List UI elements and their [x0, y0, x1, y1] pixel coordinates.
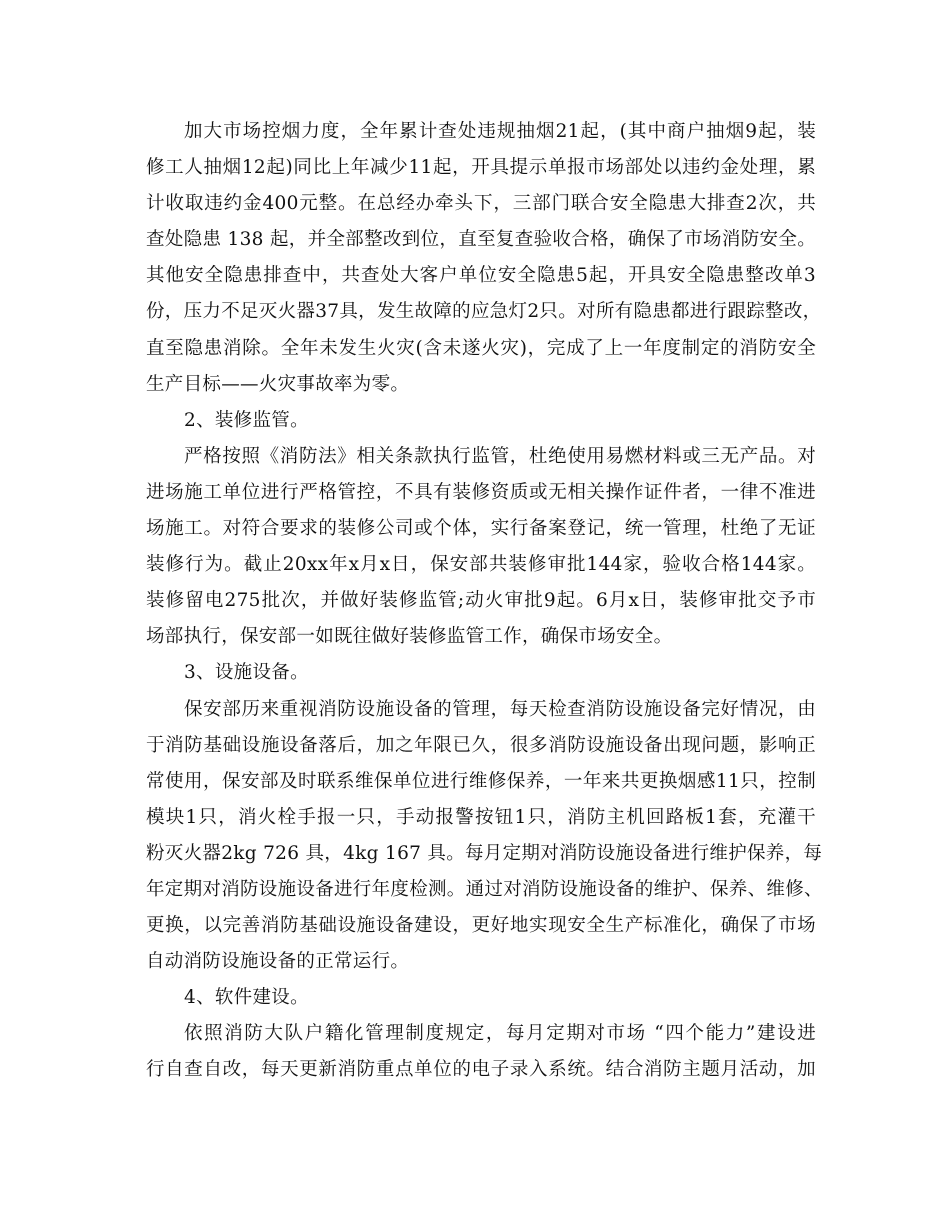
- document-body: [146, 114, 823, 1089]
- text-line: 加大市场控烟力度，全年累计查处违规抽烟21起，(其中商户抽烟9起，装: [184, 121, 816, 142]
- text-line: 严格按照《消防法》相关条款执行监管，杜绝使用易燃材料或三无产品。对: [184, 445, 816, 467]
- text-line: 进场施工单位进行严格管控，不具有装修资质或无相关操作证件者，一律不准进: [146, 481, 816, 503]
- text-line: 生产目标——火灾事故率为零。: [146, 373, 410, 395]
- text-line: 场部执行，保安部一如既往做好装修监管工作，确保市场安全。: [146, 626, 673, 648]
- text-line: 更换，以完善消防基础设施设备建设，更好地实现安全生产标准化，确保了市场: [146, 915, 816, 937]
- text-line: 场施工。对符合要求的装修公司或个体，实行备案登记，统一管理，杜绝了无证: [146, 518, 816, 540]
- text-line: 自动消防设施设备的正常运行。: [146, 951, 410, 973]
- section-heading: 2、装修监管。: [184, 409, 309, 431]
- text-line: 装修留电275批次，并做好装修监管;动火审批9起。6月x日，装修审批交予市: [146, 590, 816, 612]
- text-line: 装修行为。截止20xx年x月x日，保安部共装修审批144家，验收合格144家。: [146, 554, 816, 576]
- text-line: 行自查自改，每天更新消防重点单位的电子录入系统。结合消防主题月活动，加: [146, 1059, 816, 1081]
- text-line: 计收取违约金400元整。在总经办牵头下，三部门联合安全隐患大排查2次，共: [146, 193, 816, 215]
- text-line: 其他安全隐患排查中，共查处大客户单位安全隐患5起，开具安全隐患整改单3: [146, 265, 816, 287]
- text-line: 模块1只，消火栓手报一只，手动报警按钮1只，消防主机回路板1套，充灌干: [146, 806, 816, 828]
- text-line: 依照消防大队户籍化管理制度规定，每月定期对市场 “四个能力”建设进: [184, 1023, 816, 1045]
- text-line: 直至隐患消除。全年未发生火灾(含未遂火灾)，完成了上一年度制定的消防安全: [146, 337, 816, 359]
- text-line: 粉灭火器2kg 726 具，4kg 167 具。每月定期对消防设施设备进行维护保养，每: [146, 842, 823, 864]
- text-line: 常使用，保安部及时联系维保单位进行维修保养，一年来共更换烟感11只，控制: [146, 770, 816, 792]
- text-line: 于消防基础设施设备落后，加之年限已久，很多消防设施设备出现问题，影响正: [146, 734, 816, 756]
- section-heading: 4、软件建设。: [184, 987, 309, 1009]
- text-line: 查处隐患 138 起，并全部整改到位，直至复查验收合格，确保了市场消防安全。: [146, 229, 816, 251]
- section-heading: 3、设施设备。: [184, 662, 309, 684]
- text-line: 份，压力不足灭火器37具，发生故障的应急灯2只。对所有隐患都进行跟踪整改，: [146, 301, 822, 323]
- text-line: 修工人抽烟12起)同比上年减少11起，开具提示单报市场部处以违约金处理，累: [146, 157, 816, 179]
- text-line: 年定期对消防设施设备进行年度检测。通过对消防设施设备的维护、保养、维修、: [146, 878, 823, 900]
- text-line: 保安部历来重视消防设施设备的管理，每天检查消防设施设备完好情况，由: [184, 698, 816, 720]
